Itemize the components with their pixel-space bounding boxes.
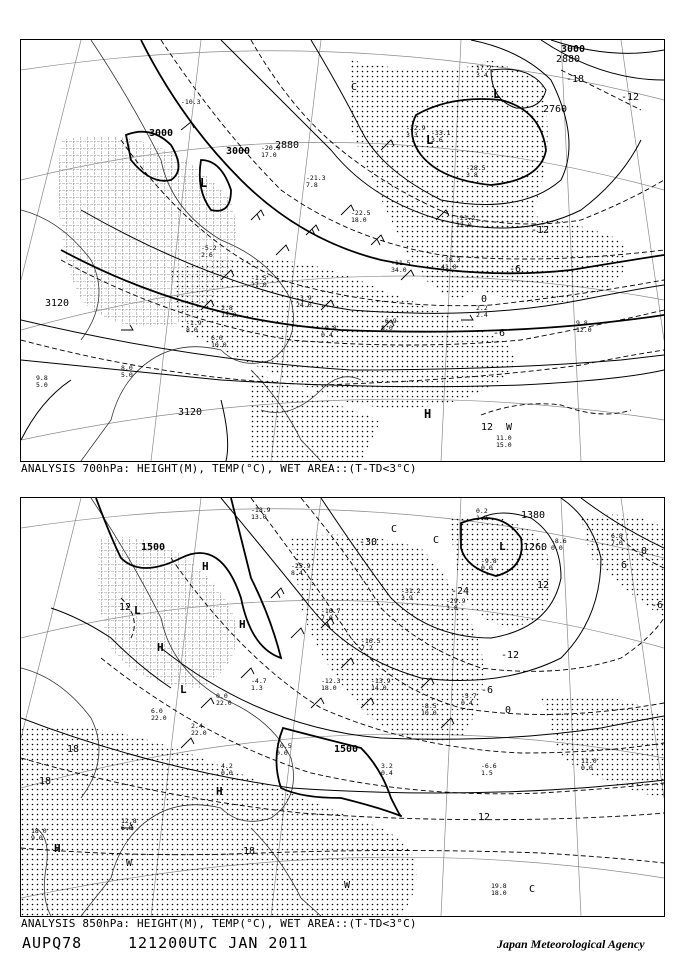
svg-text:3.6: 3.6 bbox=[431, 136, 443, 144]
svg-text:7.0: 7.0 bbox=[321, 614, 333, 622]
low-center: L bbox=[499, 540, 506, 553]
svg-text:17.0: 17.0 bbox=[261, 151, 277, 159]
svg-text:0.0: 0.0 bbox=[551, 544, 563, 552]
svg-text:-13.9: -13.9 bbox=[371, 677, 391, 685]
svg-text:-6.6: -6.6 bbox=[481, 762, 497, 770]
svg-text:8.4: 8.4 bbox=[291, 569, 303, 577]
temp-label: -6 bbox=[651, 600, 664, 611]
svg-text:3.2: 3.2 bbox=[381, 762, 393, 770]
svg-text:13.0: 13.0 bbox=[221, 311, 237, 319]
svg-text:-16.7: -16.7 bbox=[321, 607, 341, 615]
svg-text:-10.3: -10.3 bbox=[181, 98, 201, 106]
svg-text:-21.2: -21.2 bbox=[456, 214, 476, 222]
svg-text:-1.9: -1.9 bbox=[186, 319, 202, 327]
height-label: 2760 bbox=[543, 104, 568, 115]
temp-label: 18 bbox=[39, 776, 52, 787]
svg-text:-11.5: -11.5 bbox=[391, 259, 411, 267]
high-center: H bbox=[54, 842, 61, 855]
chart-code: AUPQ78 bbox=[22, 934, 83, 952]
svg-text:0.0: 0.0 bbox=[216, 692, 228, 700]
svg-text:0.0: 0.0 bbox=[481, 564, 493, 572]
svg-text:12.0: 12.0 bbox=[576, 326, 592, 334]
temp-label: 18 bbox=[243, 846, 256, 857]
height-label: 3120 bbox=[45, 298, 70, 309]
svg-text:-1.5: -1.5 bbox=[251, 274, 267, 282]
temp-label: -6 bbox=[481, 685, 494, 696]
height-label: 1500 bbox=[334, 744, 359, 755]
svg-text:-8.5: -8.5 bbox=[421, 702, 437, 710]
svg-text:0.0: 0.0 bbox=[276, 749, 288, 757]
svg-text:-9.8: -9.8 bbox=[481, 557, 497, 565]
temp-label: 12 bbox=[478, 812, 491, 823]
temp-label: -12 bbox=[531, 225, 550, 236]
svg-text:12.0: 12.0 bbox=[456, 221, 472, 229]
svg-text:-16.5: -16.5 bbox=[361, 637, 381, 645]
svg-text:1.2: 1.2 bbox=[476, 514, 488, 522]
svg-text:9.0: 9.0 bbox=[31, 834, 43, 842]
svg-text:15.0: 15.0 bbox=[496, 441, 512, 449]
svg-text:-20.9: -20.9 bbox=[261, 144, 281, 152]
svg-text:-5.7: -5.7 bbox=[461, 692, 477, 700]
chart-valid-time: 121200UTC JAN 2011 bbox=[128, 934, 309, 952]
svg-text:10.0: 10.0 bbox=[421, 709, 437, 717]
temp-label: -30 bbox=[359, 537, 378, 548]
svg-text:10.5: 10.5 bbox=[276, 742, 292, 750]
svg-text:6.8: 6.8 bbox=[121, 824, 133, 832]
low-center: L bbox=[426, 133, 434, 147]
svg-text:2.4: 2.4 bbox=[476, 311, 488, 319]
caption-850hpa: ANALYSIS 850hPa: HEIGHT(M), TEMP(°C), WET AREA::(T-TD<3°C) bbox=[21, 917, 417, 930]
svg-text:-5.2: -5.2 bbox=[201, 244, 217, 252]
temp-label: 12 bbox=[119, 602, 132, 613]
svg-text:2.2: 2.2 bbox=[476, 304, 488, 312]
high-center: H bbox=[216, 785, 223, 798]
cold-center: C bbox=[433, 535, 440, 546]
temp-label: 12 bbox=[481, 422, 494, 433]
map-850hpa-svg bbox=[21, 498, 664, 916]
svg-text:-21.3: -21.3 bbox=[306, 174, 326, 182]
high-center: H bbox=[202, 560, 209, 573]
svg-text:14.0: 14.0 bbox=[371, 684, 387, 692]
height-label: 2880 bbox=[556, 54, 581, 65]
svg-text:-31.2: -31.2 bbox=[401, 587, 421, 595]
svg-text:3.3: 3.3 bbox=[406, 131, 418, 139]
svg-text:7.8: 7.8 bbox=[306, 181, 318, 189]
svg-text:22.0: 22.0 bbox=[216, 699, 232, 707]
caption-700hpa: ANALYSIS 700hPa: HEIGHT(M), TEMP(°C), WET AREA::(T-TD<3°C) bbox=[21, 462, 417, 475]
svg-text:0.4: 0.4 bbox=[321, 331, 333, 339]
temp-label: 0 bbox=[641, 546, 648, 557]
svg-text:0.2: 0.2 bbox=[476, 507, 488, 515]
svg-text:18.0: 18.0 bbox=[491, 889, 507, 897]
svg-text:-32.9: -32.9 bbox=[406, 124, 426, 132]
svg-text:2.6: 2.6 bbox=[201, 251, 213, 259]
warm-center: W bbox=[506, 422, 513, 433]
height-label: 1380 bbox=[521, 510, 546, 521]
low-center: L bbox=[200, 176, 208, 190]
temp-label: 0 bbox=[481, 294, 488, 305]
svg-text:7.2: 7.2 bbox=[361, 644, 373, 652]
svg-text:-29.9: -29.9 bbox=[446, 597, 466, 605]
svg-text:10.0: 10.0 bbox=[211, 341, 227, 349]
svg-text:13.0: 13.0 bbox=[251, 513, 267, 521]
temp-label: -12 bbox=[621, 92, 640, 103]
svg-text:7.0: 7.0 bbox=[611, 539, 623, 547]
svg-text:-0.8: -0.8 bbox=[321, 324, 337, 332]
temp-label: 0 bbox=[505, 705, 512, 716]
warm-center: W bbox=[126, 858, 133, 869]
agency-name: Japan Meteorological Agency bbox=[497, 937, 645, 951]
svg-text:4.2: 4.2 bbox=[221, 762, 233, 770]
temp-label: 18 bbox=[67, 744, 80, 755]
svg-text:5.0: 5.0 bbox=[121, 371, 133, 379]
map-panel-850hpa bbox=[20, 497, 665, 917]
cold-center: C bbox=[391, 524, 398, 535]
svg-text:3.8: 3.8 bbox=[466, 171, 478, 179]
svg-text:6.0: 6.0 bbox=[211, 334, 223, 342]
height-label: 3000 bbox=[226, 146, 251, 157]
svg-text:6.8: 6.8 bbox=[611, 532, 623, 540]
temp-label: 6 bbox=[621, 560, 628, 571]
svg-text:-28.5: -28.5 bbox=[466, 164, 486, 172]
svg-text:22.0: 22.0 bbox=[191, 729, 207, 737]
temp-label: 12 bbox=[537, 580, 550, 591]
temp-label: -18 bbox=[566, 74, 585, 85]
svg-text:12.8: 12.8 bbox=[121, 817, 137, 825]
svg-text:3.9: 3.9 bbox=[401, 594, 413, 602]
svg-text:9.8: 9.8 bbox=[36, 374, 48, 382]
svg-text:18.0: 18.0 bbox=[351, 216, 367, 224]
warm-center: W bbox=[344, 880, 351, 891]
map-panel-700hpa bbox=[20, 39, 665, 462]
low-center: L bbox=[493, 87, 501, 101]
cold-center: C bbox=[351, 82, 358, 93]
high-center: H bbox=[157, 641, 164, 654]
high-center: H bbox=[424, 407, 432, 421]
svg-text:9.8: 9.8 bbox=[576, 319, 588, 327]
svg-text:1.5: 1.5 bbox=[481, 769, 493, 777]
svg-text:2.8: 2.8 bbox=[221, 304, 233, 312]
svg-text:17.2: 17.2 bbox=[476, 64, 492, 72]
svg-text:5.0: 5.0 bbox=[36, 381, 48, 389]
height-label: 3120 bbox=[178, 407, 203, 418]
svg-text:24.0: 24.0 bbox=[296, 301, 312, 309]
svg-text:-6.9: -6.9 bbox=[381, 317, 397, 325]
svg-text:0.4: 0.4 bbox=[381, 769, 393, 777]
svg-text:27.0: 27.0 bbox=[251, 281, 267, 289]
svg-text:-8.6: -8.6 bbox=[551, 537, 567, 545]
cold-center: C bbox=[529, 884, 536, 895]
temp-label: -6 bbox=[509, 264, 522, 275]
svg-text:11.0: 11.0 bbox=[581, 757, 597, 765]
height-label: 3000 bbox=[561, 44, 586, 55]
svg-text:2.4: 2.4 bbox=[191, 722, 203, 730]
svg-text:11.0: 11.0 bbox=[496, 434, 512, 442]
svg-text:19.8: 19.8 bbox=[491, 882, 507, 890]
svg-text:-22.5: -22.5 bbox=[351, 209, 371, 217]
svg-text:3.8: 3.8 bbox=[446, 604, 458, 612]
svg-text:0.0: 0.0 bbox=[221, 769, 233, 777]
svg-text:34.0: 34.0 bbox=[391, 266, 407, 274]
height-label: 1500 bbox=[141, 542, 166, 553]
svg-text:18.0: 18.0 bbox=[321, 684, 337, 692]
svg-text:-25.9: -25.9 bbox=[291, 562, 311, 570]
svg-text:1.3: 1.3 bbox=[251, 684, 263, 692]
temp-label: -6 bbox=[493, 328, 506, 339]
map-700hpa-svg bbox=[21, 40, 664, 461]
svg-text:8.0: 8.0 bbox=[121, 364, 133, 372]
temp-label: -24 bbox=[451, 586, 470, 597]
svg-text:-18.9: -18.9 bbox=[251, 506, 271, 514]
svg-text:3.4: 3.4 bbox=[476, 71, 488, 79]
height-label: 1260 bbox=[523, 542, 548, 553]
height-label: 3000 bbox=[149, 128, 174, 139]
svg-text:22.0: 22.0 bbox=[151, 714, 167, 722]
svg-text:-3.9: -3.9 bbox=[296, 294, 312, 302]
svg-text:8.0: 8.0 bbox=[381, 324, 393, 332]
svg-text:-12.3: -12.3 bbox=[321, 677, 341, 685]
svg-text:-4.7: -4.7 bbox=[251, 677, 267, 685]
wet-areas bbox=[21, 515, 664, 916]
low-center: L bbox=[180, 683, 187, 696]
svg-text:8.0: 8.0 bbox=[186, 326, 198, 334]
svg-text:18.0: 18.0 bbox=[31, 827, 47, 835]
svg-text:41.0: 41.0 bbox=[441, 263, 457, 271]
height-label: 2880 bbox=[275, 140, 300, 151]
svg-text:6.0: 6.0 bbox=[151, 707, 163, 715]
svg-text:0.4: 0.4 bbox=[461, 699, 473, 707]
svg-text:-33.1: -33.1 bbox=[431, 129, 451, 137]
svg-text:-18.3: -18.3 bbox=[441, 256, 461, 264]
low-center: L bbox=[134, 604, 141, 617]
wet-areas bbox=[59, 60, 627, 461]
temp-label: -12 bbox=[501, 650, 520, 661]
high-center: H bbox=[239, 618, 246, 631]
svg-text:0.0: 0.0 bbox=[581, 764, 593, 772]
